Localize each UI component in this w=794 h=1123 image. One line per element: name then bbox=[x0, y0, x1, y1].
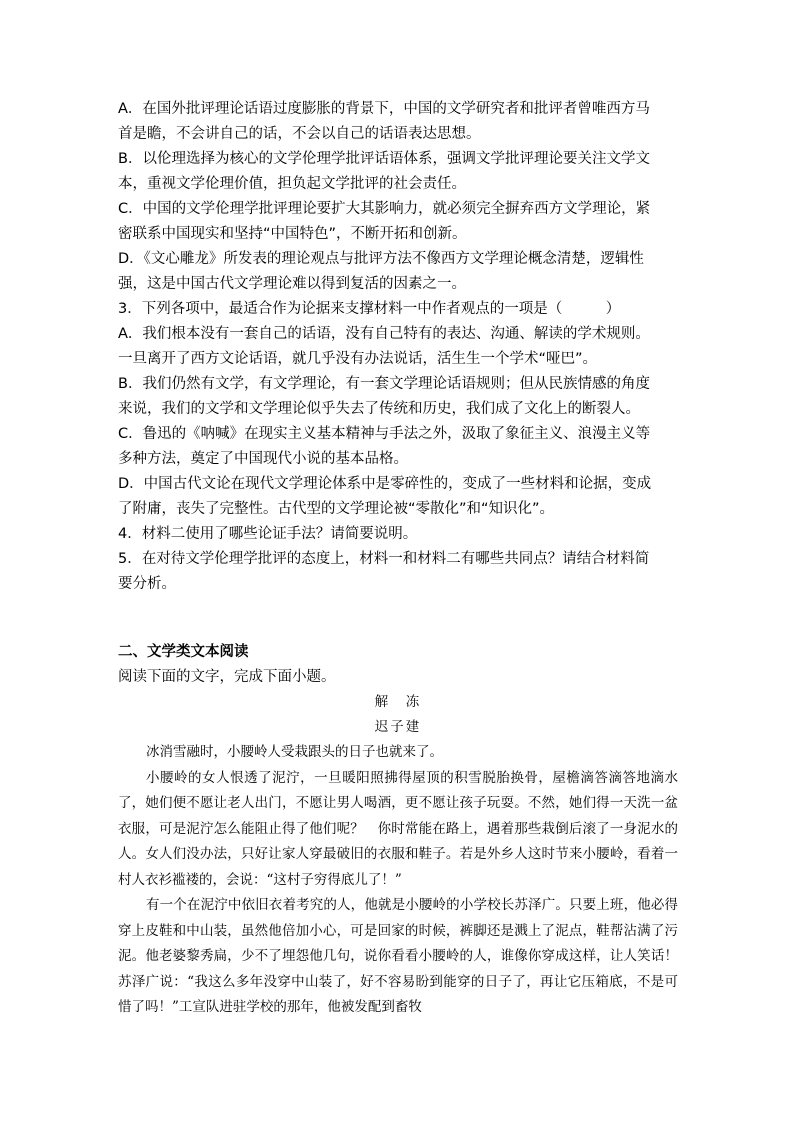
option-line: 了附庸，丧失了完整性。古代型的文学理论被“零散化”和“知识化”。 bbox=[118, 501, 555, 517]
option-line: 强，这是中国古代文学理论难以得到复活的因素之一。 bbox=[118, 276, 466, 292]
option-line: 多种方法，奠定了中国现代小说的基本品格。 bbox=[118, 451, 408, 467]
option-line: D．《文心雕龙》所发表的理论观点与批评方法不像西方文学理论概念清楚，逻辑性 bbox=[118, 251, 644, 267]
question-4: 4．材料二使用了哪些论证手法？请简要说明。 bbox=[118, 526, 418, 542]
section-instruction: 阅读下面的文字，完成下面小题。 bbox=[118, 669, 336, 685]
question-3: 3．下列各项中，最适合作为论据来支撑材料一中作者观点的一项是（ ） bbox=[118, 301, 621, 317]
question-5-cont: 要分析。 bbox=[118, 576, 176, 592]
option-line: C．鲁迅的《呐喊》在现实主义基本精神与手法之外，汲取了象征主义、浪漫主义等 bbox=[118, 426, 651, 442]
option-line: 来说，我们的文学和文学理论似乎失去了传统和历史，我们成了文化上的断裂人。 bbox=[118, 401, 640, 417]
question-5: 5．在对待文学伦理学批评的态度上，材料一和材料二有哪些共同点？请结合材料简 bbox=[118, 551, 650, 567]
page-content bbox=[118, 97, 678, 1021]
option-line: D．中国古代文论在现代文学理论体系中是零碎性的，变成了一些材料和论据，变成 bbox=[118, 476, 652, 492]
story-paragraph: 有一个在泥泞中依旧衣着考究的人，他就是小腰岭的小学校长苏泽广。只要上班，他必得穿上皮鞋和中山装，虽然他倍加小心，可是回家的时候，裤脚还是溅上了泥点，鞋帮沾满了污泥。他老婆黎秀扁，少不了埋怨他几句，说你看看小腰岭的人，谁像你穿成这样，让人笑话！苏泽广说：“我这么多年没穿中山装了，好不容易盼到能穿的日子了，再让它压箱底，不是可惜了吗！”工宣队进驻学校的那年，他被发配到畜牧 bbox=[118, 897, 678, 1015]
option-line: 本，重视文学伦理价值，担负起文学批评的社会责任。 bbox=[118, 176, 466, 192]
option-line: 一旦离开了西方文论话语，就几乎没有办法说话，活生生一个学术“哑巴”。 bbox=[118, 351, 598, 367]
section-title: 二、文学类文本阅读 bbox=[118, 644, 249, 660]
option-line: B．以伦理选择为核心的文学伦理学批评话语体系，强调文学批评理论要关注文学文 bbox=[118, 151, 650, 167]
option-line: 首是瞻，不会讲自己的话，不会以自己的话语表达思想。 bbox=[118, 126, 481, 142]
story-paragraph: 冰消雪融时，小腰岭人受栽跟头的日子也就来了。 bbox=[146, 744, 443, 760]
option-line: 密联系中国现实和坚持“中国特色”，不断开拓和创新。 bbox=[118, 226, 467, 242]
question-lines bbox=[118, 97, 678, 597]
option-line: B．我们仍然有文学，有文学理论，有一套文学理论话语规则；但从民族情感的角度 bbox=[118, 376, 650, 392]
story-paragraph: 小腰岭的女人恨透了泥泞，一旦暖阳照拂得屋顶的积雪脱胎换骨，屋檐滴答滴答地滴水了，她们便不愿让老人出门，不愿让男人喝酒，更不愿让孩子玩耍。不然，她们得一天洗一盆衣服，可是泥泞怎么能阻止得了他们呢？ 你时常能在路上，遇着那些栽倒后滚了一身泥水的人。女人们没办法，只好让家人穿最破旧的衣服和鞋子。若是外乡人这时节来小腰岭，看着一村人衣衫褴褛的，会说：“这村子穷得底儿了！” bbox=[118, 769, 678, 888]
option-line: C．中国的文学伦理学批评理论要扩大其影响力，就必须完全摒弃西方文学理论，紧 bbox=[118, 201, 651, 217]
story-body bbox=[118, 740, 678, 1021]
option-line: A．在国外批评理论话语过度膨胀的背景下，中国的文学研究者和批评者曾唯西方马 bbox=[118, 101, 650, 117]
story-title: 解 冻 bbox=[374, 694, 422, 710]
section-spacer bbox=[118, 597, 678, 640]
story-author: 迟子建 bbox=[374, 719, 422, 735]
option-line: A．我们根本没有一套自己的话语，没有自己特有的表达、沟通、解读的学术规则。 bbox=[118, 326, 650, 342]
